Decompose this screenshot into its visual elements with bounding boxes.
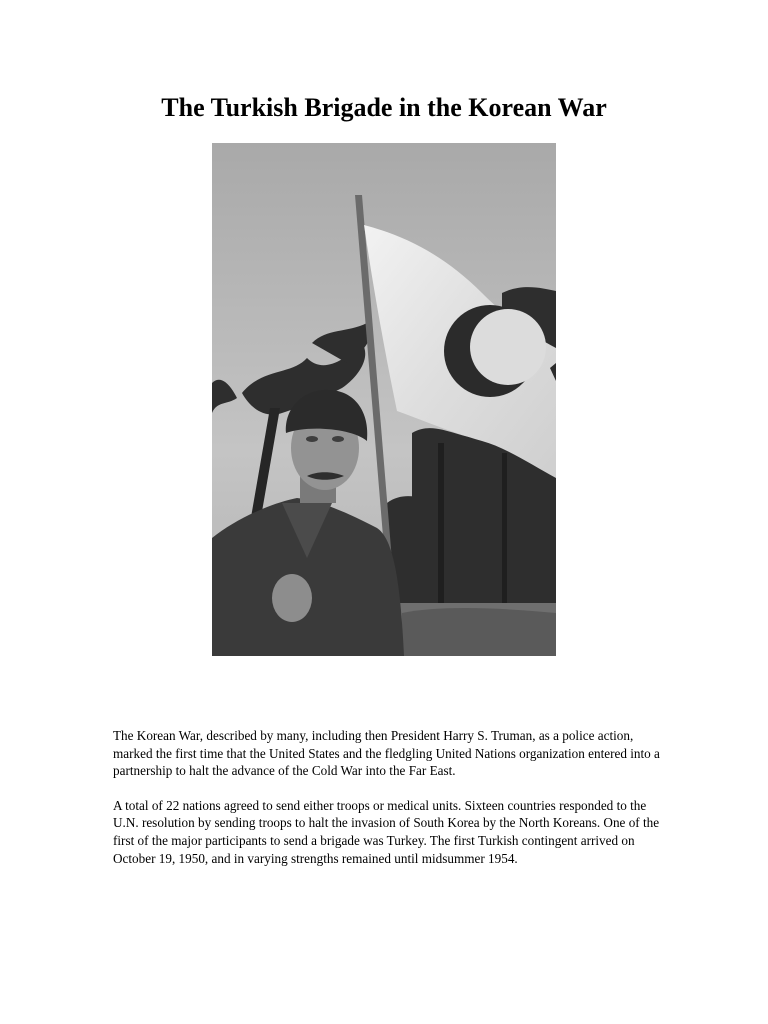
article-body (113, 727, 661, 884)
paragraph: The Korean War, described by many, including then President Harry S. Truman, as a police action, marked the first time that the United States and the fledgling United Nations organization entered into a partnership to halt the advance of the Cold War into the Far East. (113, 728, 660, 779)
page-title: The Turkish Brigade in the Korean War (161, 93, 607, 122)
soldier-photo (212, 143, 556, 656)
paragraph: A total of 22 nations agreed to send either troops or medical units. Sixteen countries responded to the U.N. resolution by sending troops to halt the invasion of South Korea by the North Koreans. One of the first of the major participants to send a brigade was Turkey. The first Turkish contingent arrived on October 19, 1950, and in varying strengths remained until midsummer 1954. (113, 797, 660, 866)
